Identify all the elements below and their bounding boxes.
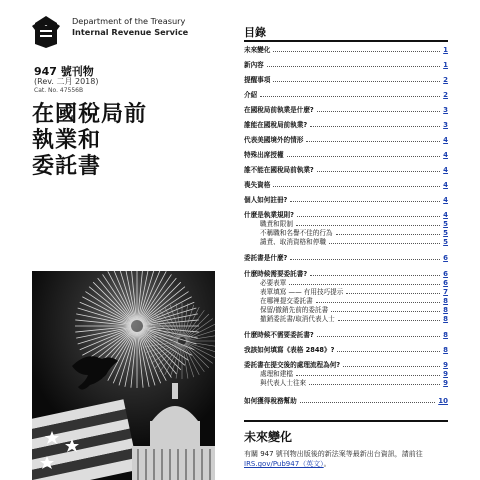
agency-line-1: Department of the Treasury <box>72 16 186 26</box>
toc-item-label: 個人如何註冊? <box>244 196 288 204</box>
toc-page-link[interactable]: 1 <box>443 46 448 54</box>
toc-item-label: 表單填寫 —— 有用技巧提示 <box>260 288 344 296</box>
toc-item-label: 誰不能在國稅局前執業? <box>244 166 314 174</box>
toc-page-link[interactable]: 8 <box>443 315 448 323</box>
toc-item[interactable] <box>244 89 448 101</box>
toc-item-label: 誰能在國稅局前執業? <box>244 121 308 129</box>
toc-page-link[interactable]: 3 <box>443 106 448 114</box>
toc-item-label: 什麼時候需要委託書? <box>244 270 308 278</box>
toc-item-label: 保留/撤銷先前的委託書 <box>260 306 329 314</box>
toc-leader-dots <box>290 253 440 260</box>
toc-leader-dots <box>317 165 440 172</box>
toc-item-label: 提醒事項 <box>244 76 271 84</box>
toc-item[interactable] <box>244 164 448 176</box>
publication-number: 947 號刊物 <box>34 65 94 78</box>
toc-item-label: 喪失資格 <box>244 181 271 189</box>
catalog-number: Cat. No. 47556B <box>34 87 84 94</box>
toc-page-link[interactable]: 6 <box>443 279 448 287</box>
toc-item[interactable] <box>244 44 448 56</box>
section-divider <box>244 420 448 422</box>
toc-leader-dots <box>316 296 440 303</box>
toc-item-label: 處理和建檔 <box>260 370 293 378</box>
toc-item-label: 介紹 <box>244 91 258 99</box>
section-body-tail: 。 <box>323 460 331 468</box>
toc-item[interactable] <box>244 344 448 356</box>
toc-page-link[interactable]: 4 <box>443 181 448 189</box>
toc-leader-dots <box>273 75 440 82</box>
toc-leader-dots <box>260 90 440 97</box>
toc-item[interactable] <box>244 313 448 325</box>
publication-revision: (Rev. 二月 2018) <box>34 77 99 86</box>
section-body-text: 有關 947 號刊物出版後的新法案等最新出台資訊，請前往 <box>244 450 423 458</box>
toc-item[interactable] <box>244 395 448 407</box>
toc-leader-dots <box>296 369 440 376</box>
toc-leader-dots <box>329 237 440 244</box>
toc-page-link[interactable]: 8 <box>443 297 448 305</box>
toc-item-label: 新內容 <box>244 61 264 69</box>
toc-item-label: 如何獲得稅務幫助 <box>244 397 297 405</box>
toc-leader-dots <box>337 345 440 352</box>
toc-page-link[interactable]: 8 <box>443 346 448 354</box>
toc-item[interactable] <box>244 119 448 131</box>
toc-leader-dots <box>310 120 440 127</box>
cover-right-column <box>244 0 454 480</box>
toc-leader-dots <box>297 210 440 217</box>
toc-page-link[interactable]: 9 <box>443 379 448 387</box>
toc-page-link[interactable]: 4 <box>443 136 448 144</box>
toc-page-link[interactable]: 9 <box>443 370 448 378</box>
toc-leader-dots <box>289 278 440 285</box>
pub947-link[interactable]: IRS.gov/Pub947（英文） <box>244 460 324 468</box>
toc-page-link[interactable]: 3 <box>443 121 448 129</box>
title-line-1: 在國稅局前 <box>32 102 148 127</box>
section-body <box>244 449 450 469</box>
toc-page-link[interactable]: 4 <box>443 166 448 174</box>
toc-item-label: 什麼是執業規則? <box>244 211 294 219</box>
toc-item[interactable] <box>244 134 448 146</box>
irs-eagle-logo-icon <box>30 14 62 50</box>
toc-divider <box>244 40 448 42</box>
toc-page-link[interactable]: 8 <box>443 331 448 339</box>
toc-item-label: 與代表人士往來 <box>260 379 307 387</box>
toc-item-label: 特殊出席授權 <box>244 151 284 159</box>
toc-item[interactable] <box>244 252 448 264</box>
toc-item-label: 我該如何填寫《表格 2848》? <box>244 346 335 354</box>
toc-item-label: 必要表單 <box>260 279 287 287</box>
toc-item-label: 未來變化 <box>244 46 271 54</box>
toc-item[interactable] <box>244 329 448 341</box>
toc-item-label: 什麼時候不需要委託書? <box>244 331 314 339</box>
toc-page-link[interactable]: 2 <box>443 91 448 99</box>
toc-page-link[interactable]: 6 <box>443 270 448 278</box>
toc-leader-dots <box>300 396 436 403</box>
toc-page-link[interactable]: 7 <box>443 288 448 296</box>
toc-item[interactable] <box>244 179 448 191</box>
toc-item-label: 委託書在提交後的處理流程為何? <box>244 361 341 369</box>
toc-page-link[interactable]: 10 <box>438 397 448 405</box>
agency-line-2: Internal Revenue Service <box>72 27 189 37</box>
toc-item-label: 在哪裡提交委託書 <box>260 297 313 305</box>
toc-leader-dots <box>310 269 440 276</box>
toc-leader-dots <box>296 219 440 226</box>
toc-item-label: 委託書是什麼? <box>244 254 288 262</box>
toc-item[interactable] <box>244 149 448 161</box>
toc-page-link[interactable]: 9 <box>443 361 448 369</box>
toc-leader-dots <box>306 135 440 142</box>
toc-item[interactable] <box>244 377 448 389</box>
toc-item-label: 在國稅局前執業是什麼? <box>244 106 314 114</box>
section-title: 未來變化 <box>244 430 293 444</box>
toc-item[interactable] <box>244 236 448 248</box>
title-line-2: 執業和 <box>32 128 102 153</box>
toc-item-label: 職責和限制 <box>260 220 293 228</box>
title-line-3: 委託書 <box>32 154 102 179</box>
toc-page-link[interactable]: 1 <box>443 61 448 69</box>
agency-name <box>72 16 188 38</box>
toc-page-link[interactable]: 4 <box>443 211 448 219</box>
toc-page-link[interactable]: 8 <box>443 306 448 314</box>
eagle-fireworks-flag-capitol-photo <box>32 271 215 480</box>
toc-item[interactable] <box>244 59 448 71</box>
toc-page-link[interactable]: 5 <box>443 229 448 237</box>
toc-item[interactable] <box>244 74 448 86</box>
toc-page-link[interactable]: 4 <box>443 196 448 204</box>
toc-leader-dots <box>273 45 440 52</box>
toc-leader-dots <box>338 314 440 321</box>
toc-heading: 目錄 <box>244 26 266 39</box>
toc-leader-dots <box>287 150 441 157</box>
toc-leader-dots <box>273 180 440 187</box>
toc-item-label: 不稱職和名譽不佳的行為 <box>260 229 333 237</box>
toc-leader-dots <box>317 105 440 112</box>
toc-page-link[interactable]: 4 <box>443 151 448 159</box>
cover-left-column <box>0 0 222 480</box>
toc-item[interactable] <box>244 194 448 206</box>
toc-item[interactable] <box>244 104 448 116</box>
toc-item-label: 代表美國境外的情形 <box>244 136 304 144</box>
toc-item-label: 譴責、取消資格和停職 <box>260 238 326 246</box>
toc-leader-dots <box>331 305 440 312</box>
toc-leader-dots <box>336 228 441 235</box>
toc-leader-dots <box>290 195 440 202</box>
toc-page-link[interactable]: 6 <box>443 254 448 262</box>
toc-page-link[interactable]: 5 <box>443 238 448 246</box>
toc-leader-dots <box>317 330 440 337</box>
toc-leader-dots <box>309 378 440 385</box>
toc-leader-dots <box>267 60 440 67</box>
page-title <box>32 102 147 180</box>
toc-leader-dots <box>343 360 440 367</box>
toc-leader-dots <box>346 287 440 294</box>
toc-page-link[interactable]: 5 <box>443 220 448 228</box>
toc-item-label: 撤銷委託書/取消代表人士 <box>260 315 335 323</box>
toc-page-link[interactable]: 2 <box>443 76 448 84</box>
